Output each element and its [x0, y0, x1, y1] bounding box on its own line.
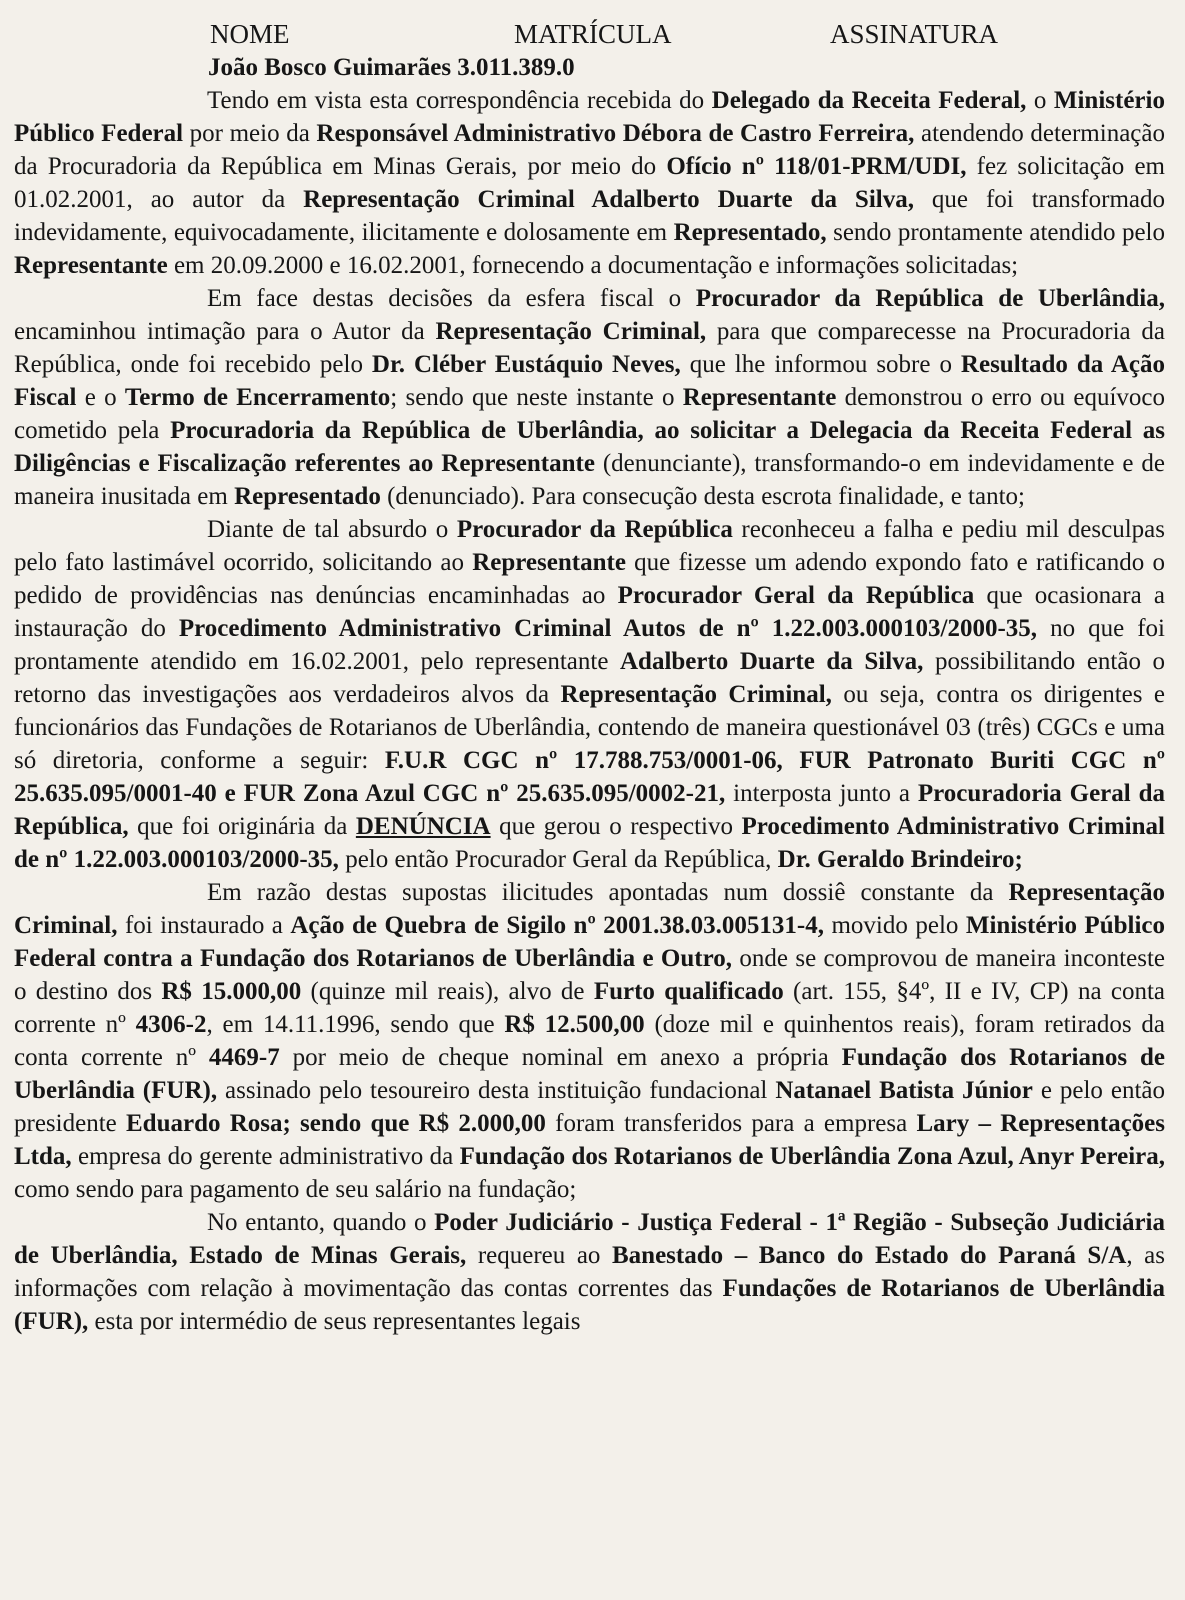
- bold-text: R$ 15.000,00: [161, 978, 302, 1005]
- bold-text: Adalberto Duarte da Silva,: [619, 648, 924, 675]
- bold-text: Procurador da República: [456, 516, 733, 543]
- text-run: em 20.09.2000 e 16.02.2001, fornecendo a documentação e informações solicitadas;: [167, 252, 1019, 279]
- paragraph: [14, 282, 1165, 513]
- bold-text: Lary – Representações Ltda,: [14, 1110, 1165, 1170]
- bold-text: Representante: [682, 384, 837, 411]
- text-run: Tendo em vista esta correspondência recebida do: [207, 87, 712, 114]
- bold-text: Representação Criminal,: [14, 879, 1165, 939]
- bold-text: Banestado – Banco do Estado do Paraná S/A: [612, 1242, 1127, 1269]
- text-run: empresa do gerente administrativo da: [71, 1143, 460, 1170]
- text-run: Em face destas decisões da esfera fiscal o: [207, 285, 696, 312]
- text-run: movido pelo: [824, 912, 966, 939]
- text-run: assinado pelo tesoureiro desta instituição fundacional: [217, 1077, 776, 1104]
- text-run: sendo prontamente atendido pelo: [826, 219, 1165, 246]
- text-run: que gerou o respectivo: [490, 813, 742, 840]
- text-run: Diante de tal absurdo o: [207, 516, 457, 543]
- text-run: ; sendo que neste instante o: [390, 384, 683, 411]
- text-run: fez solicitação em 01.02.2001, ao autor da: [14, 153, 1166, 213]
- bold-text: Natanael Batista Júnior: [775, 1077, 1033, 1104]
- table-header: [14, 18, 1165, 50]
- bold-text: Delegado da Receita Federal,: [711, 87, 1027, 114]
- text-run: foram transferidos para a empresa: [545, 1110, 917, 1137]
- bold-text: Ofício nº 118/01-PRM/UDI,: [666, 153, 967, 180]
- text-run: pelo então Procurador Geral da República,: [338, 846, 778, 873]
- paragraph: [14, 1206, 1165, 1338]
- bold-text: Procurador Geral da República: [617, 582, 975, 609]
- text-run: e pelo então presidente: [14, 1077, 1165, 1137]
- bold-text: Representação Criminal,: [560, 681, 832, 708]
- text-run: que foi originária da: [128, 813, 356, 840]
- text-run: atendendo determinação da Procuradoria da República em Minas Gerais, por meio do: [14, 120, 1165, 180]
- text-run: No entanto, quando o: [207, 1209, 435, 1236]
- text-run: que fizesse um adendo expondo fato e ratificando o pedido de providências nas denúncias encaminhadas ao: [14, 549, 1165, 609]
- text-run: (doze mil e quinhentos reais), foram retirados da conta corrente nº: [14, 1011, 1165, 1071]
- bold-text: Fundação dos Rotarianos de Uberlândia (FUR),: [14, 1044, 1166, 1104]
- paragraph: [14, 84, 1165, 282]
- bold-text: Ministério Público Federal contra a Fundação dos Rotarianos de Uberlândia e Outro,: [14, 912, 1165, 972]
- header-assinatura: ASSINATURA: [830, 19, 999, 49]
- text-run: demonstrou o erro ou equívoco cometido pela: [14, 384, 1165, 444]
- bold-text: Termo de Encerramento: [124, 384, 391, 411]
- bold-text: Eduardo Rosa; sendo que R$ 2.000,00: [125, 1110, 546, 1137]
- bold-text: Representado,: [673, 219, 827, 246]
- text-run: foi instaurado a: [117, 912, 291, 939]
- text-run: que ocasionara a instauração do: [14, 582, 1166, 642]
- text-run: esta por intermédio de seus representantes legais: [88, 1308, 581, 1335]
- record-matricula: 3.011.389.0: [457, 54, 575, 81]
- bold-text: Dr. Geraldo Brindeiro;: [777, 846, 1023, 873]
- bold-text: 4306-2: [135, 1011, 207, 1038]
- text-run: para que comparecesse na Procuradoria da República, onde foi recebido pelo: [14, 318, 1165, 378]
- bold-text: Ação de Quebra de Sigilo nº 2001.38.03.005131-4,: [290, 912, 825, 939]
- bold-text: [356, 813, 491, 840]
- bold-text: Furto qualificado: [593, 978, 784, 1005]
- text-run: no que foi prontamente atendido em 16.02.2001, pelo representante: [14, 615, 1165, 675]
- header-matricula: MATRÍCULA: [514, 19, 672, 49]
- text-run: o: [1026, 87, 1054, 114]
- bold-text: R$ 12.500,00: [504, 1011, 645, 1038]
- bold-text: Fundação dos Rotarianos de Uberlândia Zona Azul, Anyr Pereira,: [459, 1143, 1165, 1170]
- bold-text: Representação Criminal Adalberto Duarte da Silva,: [303, 186, 914, 213]
- text-run: (quinze mil reais), alvo de: [301, 978, 594, 1005]
- record-row: [208, 51, 1165, 84]
- text-run: reconheceu a falha e pediu mil desculpas pelo fato lastimável ocorrido, solicitando ao: [14, 516, 1165, 576]
- text-run: e o: [76, 384, 125, 411]
- text-run: , as informações com relação à movimentação das contas correntes das: [14, 1242, 1165, 1302]
- bold-text: Procuradoria da República de Uberlândia, ao solicitar a Delegacia da Receita Federal as Diligências e Fiscalização referentes ao Representante: [14, 417, 1166, 477]
- body-text: [14, 84, 1165, 1338]
- bold-text: 4469-7: [208, 1044, 280, 1071]
- bold-text: Procurador da República de Uberlândia,: [695, 285, 1165, 312]
- bold-text: Procedimento Administrativo Criminal Autos de nº 1.22.003.000103/2000-35,: [178, 615, 1038, 642]
- text-run: que lhe informou sobre o: [680, 351, 961, 378]
- text-run: interposta junto a: [725, 780, 918, 807]
- text-run: por meio da: [183, 120, 317, 147]
- bold-text: Representado: [234, 483, 381, 510]
- header-nome: NOME: [210, 19, 290, 49]
- text-run: ou seja, contra os dirigentes e funcionários das Fundações de Rotarianos de Uberlândia, contendo de maneira questionável 03 (três) CGCs e uma só diretoria, conforme a seguir:: [14, 681, 1165, 774]
- bold-text: Procedimento Administrativo Criminal de nº 1.22.003.000103/2000-35,: [14, 813, 1165, 873]
- bold-text: Procuradoria Geral da República,: [14, 780, 1165, 840]
- text-run: que foi transformado indevidamente, equivocadamente, ilicitamente e dolosamente em: [14, 186, 1165, 246]
- record-name: João Bosco Guimarães: [208, 54, 452, 81]
- bold-text: Representante: [14, 252, 168, 279]
- text-run: possibilitando então o retorno das investigações aos verdadeiros alvos da: [14, 648, 1166, 708]
- text-run: (art. 155, §4º, II e IV, CP) na conta corrente nº: [14, 978, 1165, 1038]
- bold-text: Responsável Administrativo Débora de Castro Ferreira,: [316, 120, 915, 147]
- paragraph: [14, 513, 1165, 876]
- bold-text: Fundações de Rotarianos de Uberlândia (FUR),: [14, 1275, 1165, 1335]
- text-run: onde se comprovou de maneira inconteste o destino dos: [14, 945, 1165, 1005]
- text-run: como sendo para pagamento de seu salário na fundação;: [14, 1176, 577, 1203]
- bold-text: F.U.R CGC nº 17.788.753/0001-06, FUR Patronato Buriti CGC nº 25.635.095/0001-40 e FUR Zona Azul CGC nº 25.635.095/0002-21,: [14, 747, 1165, 807]
- paragraph: [14, 876, 1165, 1206]
- bold-text: Ministério Público Federal: [14, 87, 1165, 147]
- bold-text: Poder Judiciário - Justiça Federal - 1ª Região - Subseção Judiciária de Uberlândia, Estado de Minas Gerais,: [14, 1209, 1166, 1269]
- underlined-text: DENÚNCIA: [355, 813, 491, 840]
- text-run: (denunciante), transformando-o em indevidamente e de maneira inusitada em: [14, 450, 1165, 510]
- text-run: por meio de cheque nominal em anexo a própria: [279, 1044, 842, 1071]
- text-run: (denunciado). Para consecução desta escrota finalidade, e tanto;: [380, 483, 1025, 510]
- bold-text: Representante: [472, 549, 626, 576]
- text-run: encaminhou intimação para o Autor da: [14, 318, 436, 345]
- bold-text: Representação Criminal,: [435, 318, 707, 345]
- bold-text: Dr. Cléber Eustáquio Neves,: [371, 351, 681, 378]
- text-run: requereu ao: [466, 1242, 612, 1269]
- text-run: Em razão destas supostas ilicitudes apontadas num dossiê constante da: [207, 879, 1009, 906]
- bold-text: Resultado da Ação Fiscal: [14, 351, 1165, 411]
- text-run: , em 14.11.1996, sendo que: [206, 1011, 505, 1038]
